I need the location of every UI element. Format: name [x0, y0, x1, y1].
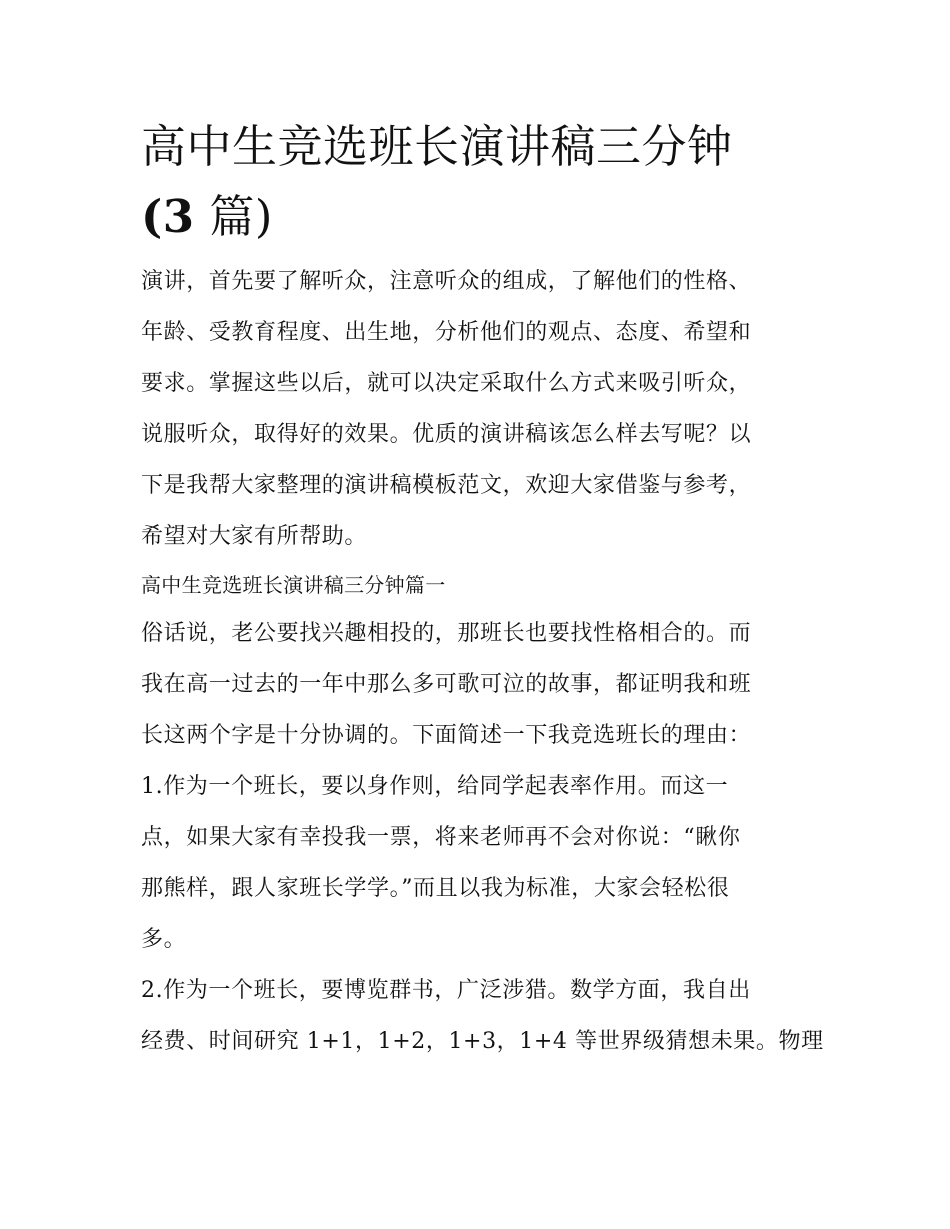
- intro-line: 要求。掌握这些以后，就可以决定采取什么方式来吸引听众，: [141, 371, 752, 396]
- intro-line: 说服听众，取得好的效果。优质的演讲稿该怎么样去写呢？以: [141, 422, 752, 447]
- title-count-unit: 篇): [209, 190, 273, 243]
- body-paragraph-1: [141, 608, 813, 761]
- section-heading: 高中生竞选班长演讲稿三分钟篇一: [141, 573, 446, 597]
- document-title: [141, 112, 813, 252]
- body-line: 我在高一过去的一年中那么多可歌可泣的故事，都证明我和班: [141, 672, 752, 697]
- intro-line: 下是我帮大家整理的演讲稿模板范文，欢迎大家借鉴与参考，: [141, 473, 752, 498]
- point-1: [141, 761, 813, 965]
- intro-line: 年龄、受教育程度、出生地，分析他们的观点、态度、希望和: [141, 320, 752, 345]
- point-2-line: 经费、时间研究 1+1，1+2，1+3，1+4 等世界级猜想未果。物理: [141, 1029, 824, 1054]
- title-line-2: [141, 182, 813, 252]
- body-line: 长这两个字是十分协调的。下面简述一下我竞选班长的理由：: [141, 723, 752, 748]
- point-1-line: 1.作为一个班长，要以身作则，给同学起表率作用。而这一: [141, 774, 729, 799]
- body-line: 俗话说，老公要找兴趣相投的，那班长也要找性格相合的。而: [141, 621, 752, 646]
- point-2-line: 2.作为一个班长，要博览群书，广泛涉猎。数学方面，我自出: [141, 978, 751, 1003]
- point-1-line: 那熊样，跟人家班长学学。”而且以我为标准，大家会轻松很: [141, 876, 730, 901]
- intro-line: 希望对大家有所帮助。: [141, 524, 368, 549]
- title-count: (3: [141, 190, 195, 243]
- title-line-1: 高中生竞选班长演讲稿三分钟: [141, 120, 733, 173]
- point-2: [141, 965, 824, 1067]
- point-1-line: 点，如果大家有幸投我一票，将来老师再不会对你说：“瞅你: [141, 825, 741, 850]
- document-content: [141, 112, 824, 1067]
- intro-line: 演讲，首先要了解听众，注意听众的组成，了解他们的性格、: [141, 269, 752, 294]
- intro-paragraph: [141, 256, 813, 562]
- point-1-line: 多。: [141, 927, 187, 952]
